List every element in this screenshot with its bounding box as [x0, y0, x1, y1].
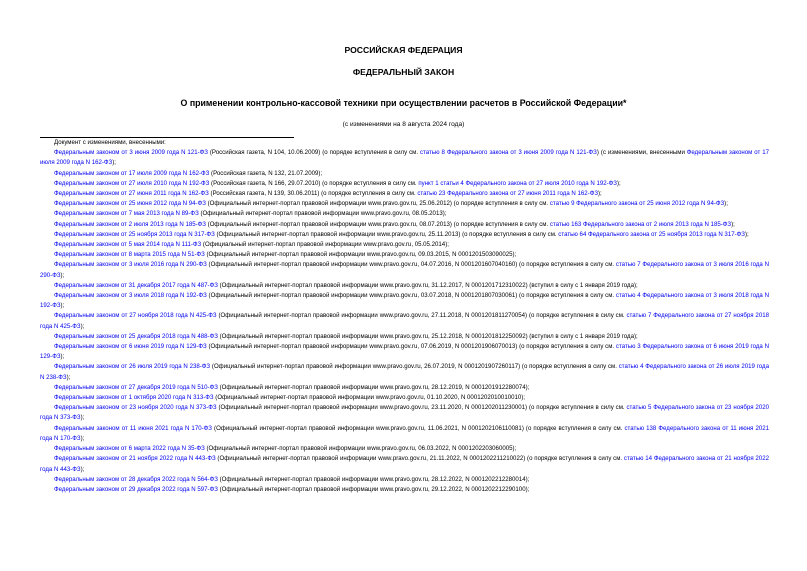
amendment-text: ); [731, 220, 735, 228]
law-link[interactable]: Федеральным законом от 17 июля 2009 года N 162-ФЗ [40, 149, 769, 167]
law-link[interactable]: Федеральным законом от 3 июня 2009 года N 121-ФЗ [54, 149, 208, 157]
amendment-entry [40, 250, 769, 260]
law-link[interactable]: Федеральным законом от 27 июня 2011 года N 162-ФЗ [54, 190, 209, 198]
law-link[interactable]: Федеральным законом от 11 июня 2021 года N 170-ФЗ [54, 424, 212, 432]
law-link[interactable]: статью 7 Федерального закона от 27 ноября 2018 года N 425-ФЗ [40, 312, 769, 330]
amendment-text: (Российская газета, N 132, 21.07.2009); [209, 169, 323, 177]
amendment-entry [40, 189, 769, 199]
amendment-entry [40, 454, 769, 474]
amendment-text: (Официальный интернет-портал правовой информации www.pravo.gov.ru, 31.12.2017, N 0001201712310022) (вступил в силу с 1 января 2019 года); [217, 281, 638, 289]
amendment-text: (Официальный интернет-портал правовой информации www.pravo.gov.ru, 23.11.2020, N 0001202011230001) (о порядке вступления в силу см. [216, 404, 627, 412]
law-link[interactable]: Федеральным законом от 27 июля 2010 года N 192-ФЗ [54, 179, 210, 187]
amendment-text: ); [80, 322, 85, 330]
amendment-text: (Официальный интернет-портал правовой информации www.pravo.gov.ru, 25.12.2018, N 0001201812250092) (вступил в силу с 1 января 2019 года); [217, 332, 638, 340]
amendment-text: (Официальный интернет-портал правовой информации www.pravo.gov.ru, 25.11.2013) (о порядке вступления в силу см. [214, 230, 559, 238]
law-link[interactable]: Федеральным законом от 23 ноября 2020 года N 373-ФЗ [54, 404, 217, 412]
amendment-text: (Официальный интернет-портал правовой информации www.pravo.gov.ru, 26.07.2019, N 0001201907260117) (о порядке вступления в силу см. [210, 363, 619, 371]
amendment-text: ); [60, 302, 65, 310]
law-link[interactable]: статью 23 Федерального закона от 27 июня 2011 года N 162-ФЗ [417, 190, 599, 198]
amendment-entry [40, 444, 769, 454]
revision-note: (с изменениями на 8 августа 2024 года) [342, 121, 465, 128]
law-link[interactable]: Федеральным законом от 6 марта 2022 года N 35-ФЗ [54, 445, 205, 453]
law-link[interactable]: Федеральным законом от 25 июня 2012 года N 94-ФЗ [54, 200, 206, 208]
law-link[interactable]: статью 138 Федерального закона от 11 июня 2021 года N 170-ФЗ [40, 424, 769, 442]
amendment-text: (Официальный интернет-портал правовой информации www.pravo.gov.ru, 25.06.2012) (о порядке вступления в силу см. [205, 200, 550, 208]
law-link[interactable]: Федеральным законом от 8 марта 2015 года N 51-ФЗ [54, 251, 205, 259]
amendment-entry [40, 424, 769, 444]
amendment-entry [40, 311, 769, 331]
amendment-text: (Официальный интернет-портал правовой информации www.pravo.gov.ru, 09.03.2015, N 0001201503090025); [204, 251, 517, 259]
law-link[interactable]: Федеральным законом от 3 июля 2018 года N 192-ФЗ [54, 292, 207, 300]
amendment-entry [40, 393, 769, 403]
amendment-entry [40, 475, 769, 485]
amendment-text: ); [744, 230, 749, 238]
amendment-text: ); [112, 159, 116, 167]
amendment-entry [40, 209, 769, 219]
law-link[interactable]: Федеральным законом от 17 июля 2009 года N 162-ФЗ [54, 169, 210, 177]
law-link[interactable]: Федеральным законом от 31 декабря 2017 года N 487-ФЗ [54, 281, 218, 289]
amendment-entry [40, 383, 769, 393]
law-link[interactable]: статью 64 Федерального закона от 25 ноября 2013 года N 317-ФЗ [558, 230, 745, 238]
amendment-entry [40, 169, 769, 179]
amendment-text: ); [724, 200, 728, 208]
amendment-entry [40, 403, 769, 423]
amendment-text: ); [66, 373, 71, 381]
amendment-text: (Официальный интернет-портал правовой информации www.pravo.gov.ru, 21.11.2022, N 0001202211210022) (о порядке вступления в силу см. [215, 455, 624, 463]
law-link[interactable]: статью 9 Федерального закона от 25 июня 2012 года N 94-ФЗ [549, 200, 725, 208]
amendment-text: (Официальный интернет-портал правовой информации www.pravo.gov.ru, 06.03.2022, N 0001202203060005); [204, 445, 517, 453]
amendment-text: (Официальный интернет-портал правовой информации www.pravo.gov.ru, 05.05.2014); [201, 241, 449, 249]
amendment-entry [40, 220, 769, 230]
amendment-entry [40, 291, 769, 311]
amendment-entry [40, 281, 769, 291]
law-link[interactable]: Федеральным законом от 3 июля 2016 года N 290-ФЗ [54, 261, 207, 269]
amendment-text: (Официальный интернет-портал правовой информации www.pravo.gov.ru, 11.06.2021, N 0001202106110081) (о порядке вступления в силу см. [211, 424, 625, 432]
amendment-text: (Официальный интернет-портал правовой информации www.pravo.gov.ru, 01.10.2020, N 0001202010010010); [213, 394, 525, 402]
amendments-intro: Документ с изменениями, внесенными: [54, 139, 166, 146]
law-link[interactable]: статью 7 Федерального закона от 3 июля 2016 года N 290-ФЗ [40, 261, 769, 279]
law-link[interactable]: Федеральным законом от 27 ноября 2018 года N 425-ФЗ [54, 312, 217, 320]
law-link[interactable]: Федеральным законом от 25 декабря 2018 года N 488-ФЗ [54, 332, 218, 340]
law-link[interactable]: статью 8 Федерального закона от 3 июня 2009 года N 121-ФЗ [419, 149, 597, 157]
amendment-entry [40, 199, 769, 209]
amendment-text: (Российская газета, N 166, 29.07.2010) (о порядке вступления в силу см. [209, 179, 419, 187]
law-link[interactable]: Федеральным законом от 29 декабря 2022 года N 597-ФЗ [54, 485, 218, 493]
amendment-text: ); [60, 353, 65, 361]
law-link[interactable]: статью 163 Федерального закона от 2 июля 2013 года N 185-ФЗ [549, 220, 732, 228]
amendment-text: (Российская газета, N 104, 10.06.2009) (о порядке вступления в силу см. [207, 149, 420, 157]
amendment-entry [40, 342, 769, 362]
amendment-text: (Официальный интернет-портал правовой информации www.pravo.gov.ru, 03.07.2018, N 0001201807030061) (о порядке вступления в силу см. [206, 292, 616, 300]
amendment-text: ); [60, 271, 65, 279]
law-link[interactable]: Федеральным законом от 2 июля 2013 года N 185-ФЗ [54, 220, 206, 228]
doc-type-heading: ФЕДЕРАЛЬНЫЙ ЗАКОН [352, 67, 455, 77]
law-link[interactable]: Федеральным законом от 27 декабря 2019 года N 510-ФЗ [54, 383, 218, 391]
amendment-text: (Официальный интернет-портал правовой информации www.pravo.gov.ru, 28.12.2019, N 0001201912280074); [217, 383, 530, 391]
law-link[interactable]: Федеральным законом от 7 мая 2013 года N 89-ФЗ [54, 210, 199, 218]
law-link[interactable]: статью 5 Федерального закона от 23 ноября 2020 года N 373-ФЗ [40, 404, 769, 422]
amendment-text: ); [80, 434, 85, 442]
amendment-entry [40, 362, 769, 382]
amendments-list [40, 148, 769, 495]
country-heading: РОССИЙСКАЯ ФЕДЕРАЦИЯ [344, 45, 463, 55]
law-link[interactable]: Федеральным законом от 26 июля 2019 года N 238-ФЗ [54, 363, 211, 371]
amendment-entry [40, 240, 769, 250]
amendment-entry [40, 148, 769, 168]
amendment-text: (Официальный интернет-портал правовой информации www.pravo.gov.ru, 28.12.2022, N 0001202212280014); [217, 475, 530, 483]
amendment-entry [40, 485, 769, 495]
law-link[interactable]: статью 3 Федерального закона от 6 июня 2019 года N 129-ФЗ [40, 343, 769, 361]
amendment-text: ); [80, 465, 85, 473]
law-link[interactable]: статью 4 Федерального закона от 3 июля 2018 года N 192-ФЗ [40, 292, 769, 310]
amendment-entry [40, 260, 769, 280]
amendment-text: ); [616, 179, 621, 187]
amendment-entry [40, 332, 769, 342]
law-link[interactable]: Федеральным законом от 1 октября 2020 года N 313-ФЗ [54, 394, 214, 402]
law-link[interactable]: статью 14 Федерального закона от 21 ноября 2022 года N 443-ФЗ [40, 455, 769, 473]
amendment-entry [40, 179, 769, 189]
law-link[interactable]: Федеральным законом от 6 июня 2019 года N 129-ФЗ [54, 343, 207, 351]
law-link[interactable]: Федеральным законом от 28 декабря 2022 года N 564-ФЗ [54, 475, 218, 483]
amendment-text: (Официальный интернет-портал правовой информации www.pravo.gov.ru, 07.06.2019, N 0001201906070013) (о порядке вступления в силу см. [206, 343, 616, 351]
amendments-block [40, 138, 769, 495]
law-link[interactable]: Федеральным законом от 21 ноября 2022 года N 443-ФЗ [54, 455, 216, 463]
amendment-text: (Официальный интернет-портал правовой информации www.pravo.gov.ru, 08.07.2013) (о порядке вступления в силу см. [205, 220, 550, 228]
amendment-text: ); [80, 414, 85, 422]
amendment-text: (Официальный интернет-портал правовой информации www.pravo.gov.ru, 04.07.2016, N 0001201607040160) (о порядке вступления в силу см. [206, 261, 616, 269]
amendment-text: (Официальный интернет-портал правовой информации www.pravo.gov.ru, 08.05.2013); [198, 210, 447, 218]
amendment-text: ) (с изменениями, внесенными [596, 149, 687, 157]
page-title: О применении контрольно-кассовой техники при осуществлении расчетов в Российской Федерации* [180, 98, 627, 108]
law-link[interactable]: статью 4 Федерального закона от 26 июля 2019 года N 238-ФЗ [40, 363, 769, 381]
amendment-text: (Российская газета, N 139, 30.06.2011) (о порядке вступления в силу см. [208, 190, 418, 198]
amendment-text: ); [598, 190, 602, 198]
amendment-text: (Официальный интернет-портал правовой информации www.pravo.gov.ru, 29.12.2022, N 0001202212290100); [217, 485, 530, 493]
amendment-entry [40, 230, 769, 240]
law-link[interactable]: Федеральным законом от 5 мая 2014 года N 111-ФЗ [54, 241, 202, 249]
amendment-text: (Официальный интернет-портал правовой информации www.pravo.gov.ru, 27.11.2018, N 0001201811270054) (о порядке вступления в силу см. [216, 312, 627, 320]
law-link[interactable]: Федеральным законом от 25 ноября 2013 года N 317-ФЗ [54, 230, 215, 238]
law-link[interactable]: пункт 1 статьи 4 Федерального закона от 27 июля 2010 года N 192-ФЗ [418, 179, 617, 187]
